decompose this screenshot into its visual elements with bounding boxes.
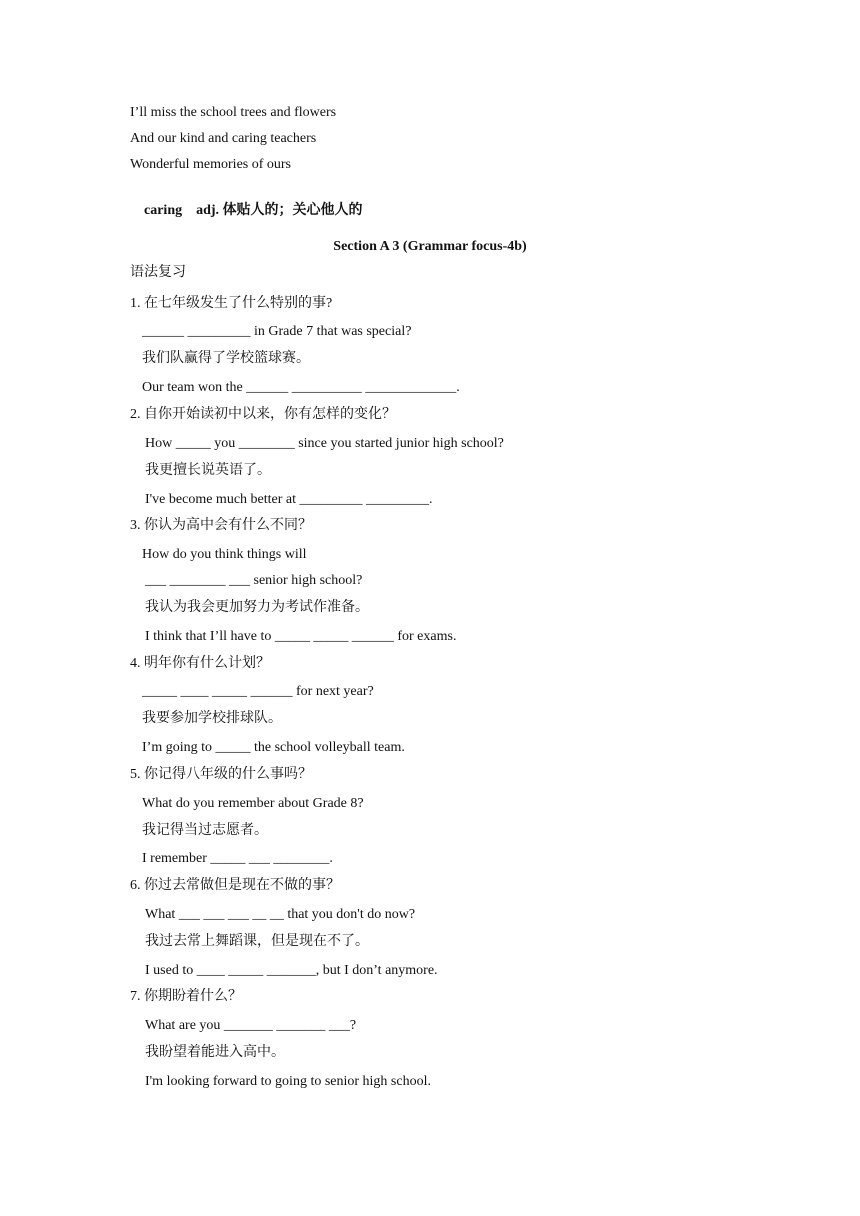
question-prompt: 5. 你记得八年级的什么事吗？ <box>130 767 312 782</box>
exercise-line: I used to ____ _____ _______, but I don’t anymore. <box>145 963 438 978</box>
exercise-line: What ___ ___ ___ __ __ that you don't do now? <box>145 907 416 922</box>
exercise-line: 我记得当过志愿者。 <box>142 823 268 838</box>
vocab-word: caring <box>144 203 183 218</box>
exercise-line: Our team won the ______ __________ _____________. <box>142 380 460 395</box>
exercise-line: I'm looking forward to going to senior high school. <box>145 1074 431 1089</box>
exercise-line: 我认为我会更加努力为考试作准备。 <box>145 600 369 615</box>
question-number: 6. <box>130 878 141 893</box>
exercise-line: 我更擅长说英语了。 <box>145 463 271 478</box>
question-prompt: 3. 你认为高中会有什么不同？ <box>130 518 312 533</box>
question-number: 3. <box>130 518 141 533</box>
exercise-line: I've become much better at _________ _________. <box>145 492 433 507</box>
exercise-line: I’m going to _____ the school volleyball team. <box>142 740 405 755</box>
vocab-pos: adj. <box>196 203 220 218</box>
exercise-line: How do you think things will <box>142 547 307 562</box>
question-prompt: 1. 在七年级发生了什么特别的事? <box>130 296 333 311</box>
vocab-note <box>130 184 363 238</box>
exercise-line: _____ ____ _____ ______ for next year? <box>142 684 374 699</box>
exercise-line: ______ _________ in Grade 7 that was special? <box>142 324 412 339</box>
exercise-line: 我过去常上舞蹈课，但是现在不了。 <box>145 934 369 949</box>
exercise-line: What do you remember about Grade 8? <box>142 796 364 811</box>
poem-line: I’ll miss the school trees and flowers <box>130 105 337 120</box>
vocab-meaning: 体贴人的；关心他人的 <box>222 203 363 218</box>
question-number: 4. <box>130 656 141 671</box>
poem-line: And our kind and caring teachers <box>130 131 317 146</box>
exercise-line: What are you _______ _______ ___? <box>145 1018 357 1033</box>
question-prompt: 4. 明年你有什么计划？ <box>130 656 270 671</box>
section-title: Section A 3 (Grammar focus-4b) <box>333 239 527 254</box>
question-prompt: 6. 你过去常做但是现在不做的事？ <box>130 878 340 893</box>
grammar-label: 语法复习 <box>130 265 186 280</box>
exercise-line: I remember _____ ___ ________. <box>142 851 333 866</box>
question-number: 1. <box>130 296 141 311</box>
exercise-line: How _____ you ________ since you started junior high school? <box>145 436 504 451</box>
exercise-line: 我盼望着能进入高中。 <box>145 1045 285 1060</box>
exercise-line: 我要参加学校排球队。 <box>142 711 282 726</box>
exercise-line: ___ ________ ___ senior high school? <box>145 573 363 588</box>
exercise-line: 我们队赢得了学校篮球赛。 <box>142 351 310 366</box>
question-number: 7. <box>130 989 141 1004</box>
exercise-line: I think that I’ll have to _____ _____ ______ for exams. <box>145 629 457 644</box>
question-number: 5. <box>130 767 141 782</box>
question-prompt: 7. 你期盼着什么？ <box>130 989 242 1004</box>
question-number: 2. <box>130 407 141 422</box>
poem-line: Wonderful memories of ours <box>130 157 291 172</box>
question-prompt: 2. 自你开始读初中以来，你有怎样的变化？ <box>130 407 396 422</box>
